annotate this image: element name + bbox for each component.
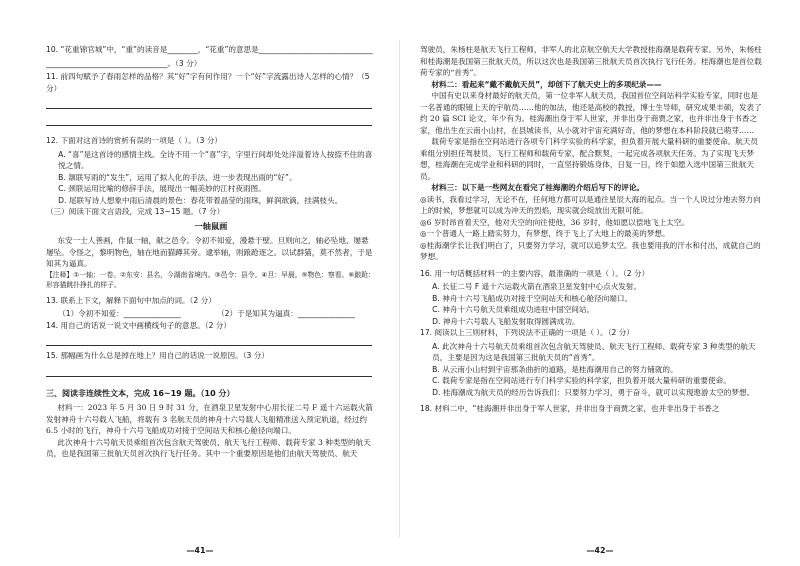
- answer-line[interactable]: [46, 96, 372, 109]
- option-c: C. 神舟十六号航天员乘组成功进驻中国空间站。: [432, 305, 595, 314]
- question-16: 16. 用一句话概括材料一的主要内容，最准确的一项是（ ）。（2 分）: [420, 268, 650, 278]
- question-10-score: ________________________________。（3 分）: [46, 58, 202, 68]
- comment: ◎读书，我看过学习，无论不在，任何地方都可以是通往星辰大海的起点。当一个人说过分地去努力向上的时候，梦想就可以成为冲天的烈焰，现实就会绽放出无限可能。: [420, 194, 761, 215]
- question-11: 11. 前四句赋予了春雨怎样的品格？其“好”字有何作用？一个“好”字流露出诗人怎样的心情？（5 分）: [46, 72, 370, 93]
- option-b: B. 从云南小山村到宇宙那条曲折的道路，是桂海潮用自己的努力铺就的。: [432, 364, 678, 374]
- section-heading: （三）阅读下面文言语段，完成 13~15 题。（7 分）: [46, 207, 225, 216]
- question-13-2: （2）于是知其为逼真：_______________: [217, 309, 355, 318]
- comment: ◎6 岁时昂首着天空，他对天空的向往使他，36 岁时，他如愿以偿地飞上太空。: [420, 217, 689, 227]
- option-d: D. 尾联写诗人想象中雨后清晨的景色：春花带着晶莹的雨珠，鲜润欲滴，挂满枝头。: [58, 195, 343, 205]
- material-1-continued: 此次神舟十六号航天员乘组首次包含航天驾驶员、航天飞行工程师、载荷专家 3 种类型的航天员，也是我国第三批航天员首次执行飞行任务。其中一个重要原因是他们由航天驾驶员、航天: [46, 437, 371, 458]
- annotation: 【注释】①一轴：一卷。②东安：县名，今湖南省境内。③邑令：县令。④旦：早晨。⑤物色：察看。⑥踉跄：形容猫跳扑挣扎的样子。: [46, 270, 375, 289]
- material-3-heading: 材料三：以下是一些网友在看完了桂海潮的介绍后写下的评论。: [431, 183, 645, 192]
- option-c: C. 颈联运用比喻的修辞手法，展现出一幅美妙的江村夜雨图。: [58, 184, 266, 193]
- question-17: 17. 阅读以上三则材料，下列说法不正确的一项是（ ）。（2 分）: [420, 328, 634, 337]
- section-heading: 三、阅读非连续性文本，完成 16~19 题。（10 分）: [46, 388, 235, 398]
- page-42: [400, 0, 800, 566]
- page-number: —41—: [186, 545, 214, 555]
- option-b: B. 颔联写雨的“发生”，运用了拟人化的手法，进一步表现出雨的“好”。: [58, 172, 297, 182]
- question-14: 14. 用自己的话说一说文中画横线句子的意思。（2 分）: [46, 320, 231, 330]
- material-2-heading: 材料二：看起来“戴不戴航天员”，却创下了航天史上的多项纪录——: [431, 79, 662, 89]
- page-number: —42—: [586, 545, 614, 555]
- comment: ◎桂海潮学长让我们明白了，只要努力学习，就可以追梦太空。我也要用我的汗水和付出，成就自己的梦想。: [420, 240, 761, 261]
- option-d: D. 桂海潮成为航天员的经历告诉我们：只要努力学习，勇于奋斗，就可以实现遨游太空的梦想。: [432, 387, 755, 397]
- answer-line[interactable]: [46, 333, 372, 346]
- comment: ◎一个普通人一路上踏实努力，有梦想，终于飞上了大地上的最美的梦想。: [420, 229, 670, 238]
- answer-line[interactable]: [46, 113, 372, 126]
- question-13-1: （1）令初不知爱：_______________: [58, 309, 181, 318]
- question-13: 13. 联系上下文，解释下面句中加点的词。（2 分）: [46, 295, 216, 305]
- option-b: B. 神舟十六号飞船成功对接于空间站天和核心舱径向端口。: [432, 293, 633, 303]
- option-a: A. “喜”是这首诗的感情主线。全诗不用一个“喜”字，字里行间却处处洋溢着诗人按捺不住的喜悦之情。: [58, 149, 373, 170]
- passage-title: 一轴鼠画: [194, 220, 228, 231]
- option-d: D. 神舟十六号载人飞船发射取得圆满成功。: [432, 316, 580, 326]
- material-1-end: 驾驶员，朱杨柱是航天飞行工程师，非军人的北京航空航天大学教授桂海潮是载荷专家。另外，朱杨柱和桂海潮是我国第三批航天员，所以这次也是我国第三批航天员首次执行飞行任务。桂海潮也是首位载荷专家的“首秀”。: [420, 45, 762, 77]
- question-12: 12. 下面对这首诗的赏析有误的一项是（ ）。（3 分）: [46, 136, 223, 145]
- material-1: 材料一：2023 年 5 月 30 日 9 时 31 分，在酒泉卫星发射中心用长征二号 F 遥十六运载火箭发射神舟十六号载人飞船，将载有 3 名航天员的神舟十六号载人飞船精准送入预定轨道，经过约 6.5 小时的飞行，神舟十六号飞船成功对接于空间站天和核心舱径向端口。: [46, 403, 373, 435]
- answer-line[interactable]: [46, 364, 372, 377]
- question-10: 10. “花重锦官城”中，“重”的读音是________，“花重”的意思是______________________________: [46, 45, 373, 54]
- material-2-paragraph: 中国有史以来身材最好的航天员，第一位非军人航天员，我国首位空间站科学实验专家，同时也是一名普通的眼镜上天的宇航员……他的加法，他还是高校的教授，博士生导师，研究成果丰硕，发表了约 20 篇 SCI 论文，年少有为。桂海潮出身于军人世家，并非出身于商贾之家，也并非出身于书香之家，他出生在云南小山村，在县城读书，从小就对宇宙充满好奇，他的梦想在本科阶段就已萌芽……: [420, 91, 762, 135]
- material-2-paragraph: 载荷专家是指在空间站进行各项专门科学实验的科学家，担负着开展大量科研的重要使命。航天员乘组分别担任驾驶员、飞行工程师和载荷专家，配合默契，一起完成各项航天任务。为了实现飞天梦想，桂海潮在完成学业和科研的同时，一直坚持锻炼身体，日复一日，终于如愿入选中国第三批航天员。: [420, 137, 758, 181]
- option-a: A. 此次神舟十六号航天员乘组首次包含航天驾驶员、航天飞行工程师、载荷专家 3 种类型的航天员，主要是因为这是我国第三批航天员的“首秀”。: [432, 341, 756, 362]
- question-15: 15. 那幅画为什么总是掉在地上？用自己的话说一说原因。（3 分）: [46, 351, 269, 360]
- question-18: 18. 材料二中，“桂海潮并非出身于军人世家，并非出身于商贾之家，也并非出身于书香之: [420, 404, 720, 413]
- option-c: C. 载荷专家是指在空间站进行专门科学实验的科学家，担负着开展大量科研的重要使命。: [432, 376, 731, 385]
- classical-passage: 东安一士人善画，作鼠一轴，献之邑令。令初不知爱，漫悬于壁。旦则向之，轴必坠地，屡悬屡坠。令怪之，黎明物色，轴在地而猫蹲其旁。逮举轴，则踉跄逐之。以试群猫，莫不然者，于是知其为逼真。: [46, 236, 373, 268]
- option-a: A. 长征二号 F 遥十六运载火箭在酒泉卫星发射中心点火发射。: [432, 282, 642, 291]
